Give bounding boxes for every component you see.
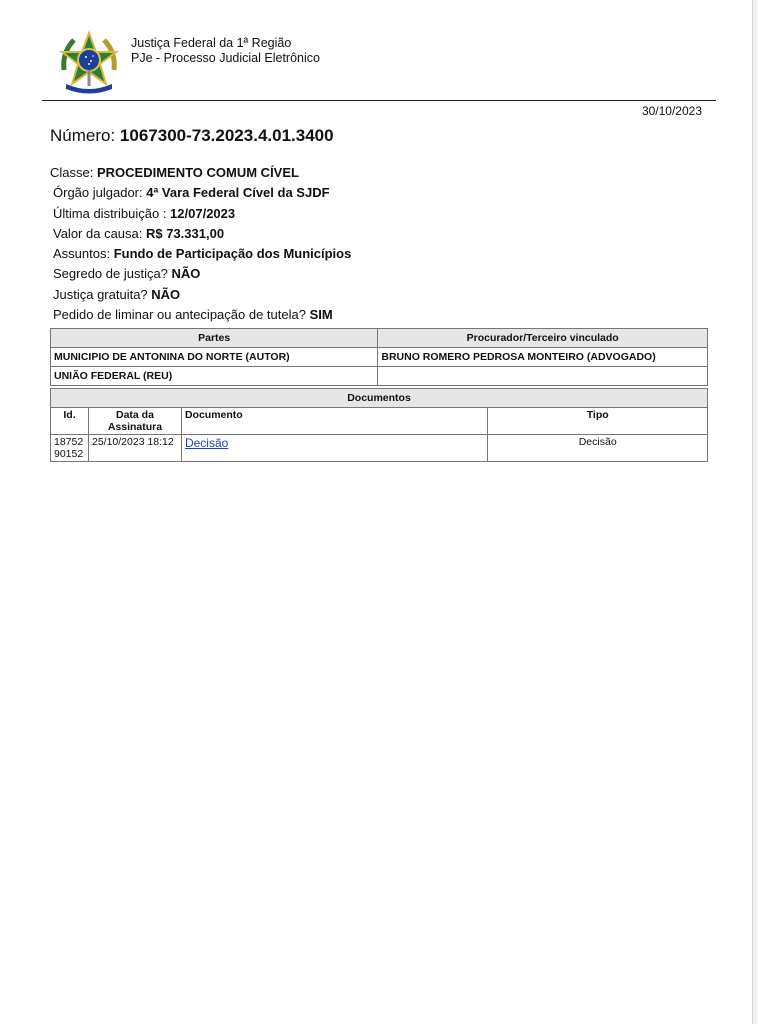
- process-number: [50, 126, 334, 146]
- parte-cell: MUNICIPIO DE ANTONINA DO NORTE (AUTOR): [51, 348, 378, 367]
- org-name: Justiça Federal da 1ª Região: [131, 36, 292, 50]
- field-value: PROCEDIMENTO COMUM CÍVEL: [96, 165, 299, 180]
- field-value: 4ª Vara Federal Cível da SJDF: [146, 185, 330, 201]
- field-label: Classe:: [50, 165, 97, 180]
- table-row: [51, 348, 708, 367]
- field-value: Fundo de Participação dos Municípios: [113, 246, 352, 262]
- field-valor-causa: [50, 224, 351, 244]
- doc-id-line: 18752: [54, 436, 84, 448]
- field-value: SIM: [309, 307, 333, 323]
- procurador-cell: BRUNO ROMERO PEDROSA MONTEIRO (ADVOGADO): [378, 348, 708, 367]
- table-header-row: [51, 329, 708, 348]
- documentos-title: Documentos: [51, 389, 708, 408]
- field-pedido-liminar: [50, 305, 351, 325]
- column-header-documento: Documento: [181, 408, 487, 435]
- table-row: [51, 435, 708, 462]
- process-number-value: 1067300-73.2023.4.01.3400: [119, 126, 334, 145]
- table-row: [51, 367, 708, 386]
- print-date: 30/10/2023: [641, 104, 702, 118]
- column-header-partes: Partes: [51, 329, 378, 348]
- procurador-cell: [378, 367, 708, 386]
- documentos-table: [50, 388, 708, 462]
- brazil-coat-of-arms-icon: [56, 30, 122, 96]
- header-line: Assinatura: [107, 421, 163, 433]
- field-label: Valor da causa:: [53, 225, 146, 241]
- field-value: NÃO: [151, 286, 181, 302]
- field-label: Assuntos:: [53, 246, 114, 262]
- field-label: Justiça gratuita?: [53, 286, 152, 302]
- doc-id-line: 90152: [54, 448, 84, 460]
- field-value: R$ 73.331,00: [145, 225, 225, 241]
- column-header-data-assinatura: [88, 408, 181, 435]
- field-ultima-distribuicao: [50, 204, 351, 224]
- table-header-row: [51, 408, 708, 435]
- system-name: PJe - Processo Judicial Eletrônico: [131, 51, 320, 65]
- doc-type-cell: Decisão: [488, 435, 708, 462]
- process-number-label: Número:: [50, 126, 116, 145]
- process-fields: [50, 163, 351, 325]
- header-divider: [42, 100, 716, 101]
- column-header-procurador: Procurador/Terceiro vinculado: [378, 329, 708, 348]
- column-header-tipo: Tipo: [488, 408, 708, 435]
- field-assuntos: [50, 244, 351, 264]
- document-link[interactable]: Decisão: [184, 436, 229, 450]
- field-label: Segredo de justiça?: [53, 266, 172, 282]
- doc-name-cell: [181, 435, 487, 462]
- doc-id-cell: [51, 435, 89, 462]
- field-classe: [50, 163, 351, 183]
- field-label: Órgão julgador:: [53, 185, 147, 201]
- header-text: [131, 36, 320, 66]
- parte-cell: UNIÃO FEDERAL (REU): [51, 367, 378, 386]
- column-header-id: Id.: [51, 408, 89, 435]
- field-orgao-julgador: [50, 183, 351, 203]
- partes-table: [50, 328, 708, 386]
- field-value: 12/07/2023: [170, 205, 236, 221]
- field-label: Pedido de liminar ou antecipação de tutela?: [53, 307, 310, 323]
- field-segredo-justica: [50, 264, 351, 284]
- field-justica-gratuita: [50, 285, 351, 305]
- header-line: Data da: [116, 409, 154, 421]
- doc-date-cell: 25/10/2023 18:12: [88, 435, 181, 462]
- table-title-row: [51, 389, 708, 408]
- field-label: Última distribuição :: [53, 205, 171, 221]
- field-value: NÃO: [171, 266, 201, 282]
